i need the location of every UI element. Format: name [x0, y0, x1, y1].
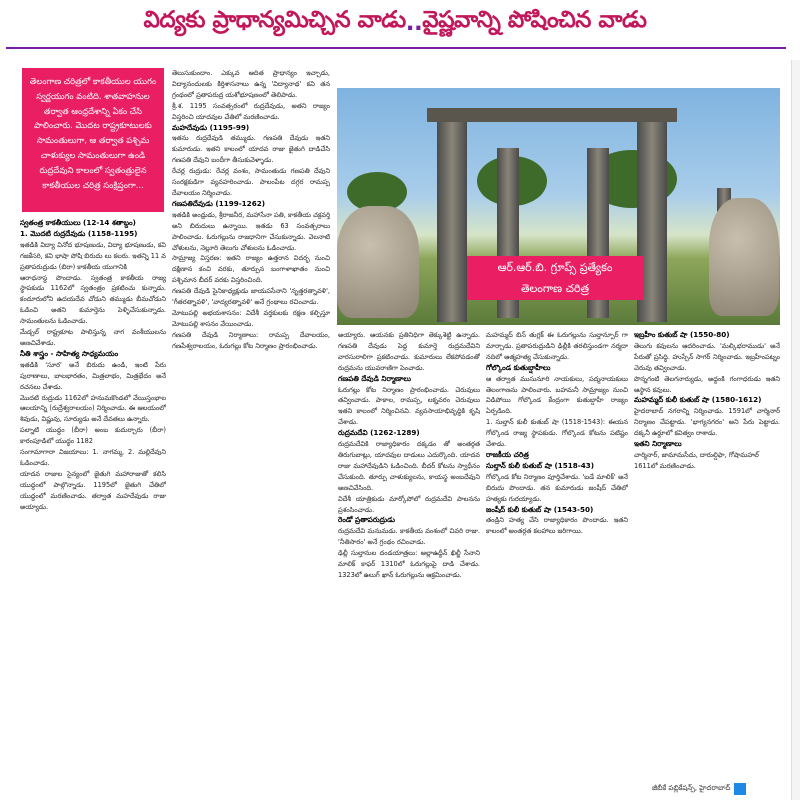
headline-rule	[6, 47, 786, 49]
article-column-3	[338, 330, 480, 796]
elephant-sculpture	[709, 198, 779, 316]
toran-beam	[427, 108, 677, 122]
publisher-credit-text: జీబీకే పబ్లికేషన్స్, హైదరాబాద్	[652, 784, 731, 792]
section-heading: జంషీద్ కులీ కుతుబ్ షా (1543-50)	[486, 504, 594, 514]
section-heading: గోల్కొండ కుతుబ్షాహీలు	[486, 362, 551, 372]
photo-caption	[467, 256, 643, 300]
paragraph: గణపతి దేవుడి నిర్మాణాలు: రామప్ప దేవాలయం, గణపేశ్వరాలయం, ఓరుగల్లు కోట నిర్మాణం ప్రారంభించాడు.	[172, 330, 330, 350]
section-heading: రెండో ప్రతాపరుద్రుడు	[338, 515, 395, 525]
section-heading: గణపతిదేవుడు (1199-1262)	[172, 198, 265, 208]
toran-pillar	[437, 122, 467, 322]
paragraph: సామ్రాజ్య విస్తరణ: ఇతని రాజ్యం ఉత్తరాన విదర్భ నుంచి దక్షిణాన కంచి వరకు, తూర్పున బంగాళాఖాతం నుంచి పశ్చిమాన బీదర్ వరకు విస్తరించింది.	[172, 254, 330, 285]
headline-separator: ..	[405, 10, 423, 36]
paragraph: రుద్రమదేవికి రాజ్యాధికారం దక్కడం తో అంతర్గత తిరుగుబాట్లు, యాదవుల దాడులు ఎదుర్కొంది. యాదవ రాజు మహాదేవుడిని ఓడించింది. బీదర్ కోటను స్వాధీనం చేసుకుంది. తూర్పు చాళుక్యులను, కాయస్థ అంబదేవుని అణచివేసింది.	[338, 440, 480, 492]
paragraph: ఓరుగల్లు కోట నిర్మాణం ప్రారంభించాడు. చెరువులు తవ్వించాడు. పాకాల, రామప్ప, లక్నవరం చెరువులు ఇతని కాలంలో నిర్మించినవి. వ్యవసాయాభివృద్ధికి కృషి చేశాడు.	[338, 385, 480, 427]
intro-box: తెలంగాణ చరిత్రలో కాకతీయుల యుగం స్వర్ణయుగం వంటిది. శాతవాహనుల తర్వాత ఆంధ్రదేశాన్ని ఏకం చేసి పాలించారు. మొదట రాష్ట్రకూటులకు సామంతులుగా, ఆ తర్వాత పశ్చిమ చాళుక్యుల సామంతులుగా ఉండి రుద్రదేవుని కాలంలో స్వతంత్రులైన కాకతీయుల చరిత్ర సంక్షిప్తంగా...	[22, 68, 164, 212]
paragraph: 1. సుల్తాన్ కులీ కుతుబ్ షా (1518-1543): ఈయన గోల్కొండ రాజ్య స్థాపకుడు. గోల్కొండ కోటను పటిష్టం చేశాడు.	[486, 418, 628, 449]
paragraph: రుద్రమదేవి మనుమడు. కాకతీయ వంశంలో చివరి రాజు. 'నీతిసారం' అనే గ్రంథం రచించాడు.	[338, 527, 480, 547]
paragraph: అయ్యారు. ఆయనకు ప్రతినిధిగా తెక్కుశెట్టి ఉన్నాడు. గణపతి దేవుడు పెద్ద కుమార్తె రుద్రమదేవిని వారసురాలిగా ప్రకటించాడు. కుమారులు లేకపోవడంతో రుద్రమను యువరాణిగా పెంచాడు.	[338, 331, 480, 372]
paragraph: చార్మినార్, జామామసీదు, దారుల్షిఫా, గోషామహల్	[634, 450, 759, 459]
caption-line1: ఆర్.ఆర్.బి. గ్రూప్స్ ప్రత్యేకం	[497, 261, 613, 274]
publisher-mark-icon	[734, 783, 746, 795]
section-heading: రాజకీయ చరిత్ర	[486, 449, 529, 459]
caption-line2: తెలంగాణ చరిత్ర	[520, 282, 590, 295]
publisher-credit	[652, 782, 770, 796]
paragraph: తెలుసుకుందాం. ఎక్కువ ఆదిత ప్రాధాన్యం ఇచ్చాడు, విద్యానందులకు కిర్తిశాసనాలు ఉన్న 'విద్యానాథ' కవి తన గ్రంథంలో ప్రతాపరుద్ర యశోభూషణంలో తెలిపాడు.	[172, 69, 330, 99]
paragraph: ఇతడికి అంధ్రుడు, శ్రీరాజనీర, మహాసేనా పతి, కాకతీయ చక్రవర్తి అని బిరుదులు ఉన్నాయి. ఇతడు 63 సంవత్సరాలు పాలించాడు. ఓరుగల్లును రాజధానిగా చేసుకున్నాడు. వెలనాటి చోళులను, నెల్లూరి తెలుగు చోళులను ఓడించాడు.	[172, 210, 330, 252]
section-heading: ఇతని నిర్మాణాలు	[634, 439, 682, 449]
paragraph: పల్నాటి యుద్ధం (బీరా) అంబ కుదుర్చారు (బీరా) కారంపూడిలో యుద్ధం 1182	[20, 426, 166, 446]
paragraph: మొదటి రుద్రుడు 1162లో హనుమకొండలో వేయిస్తంభాల ఆలయాన్ని (రుద్రేశ్వరాలయం) నిర్మించాడు. ఈ ఆలయంలో శివుడు, విష్ణువు, సూర్యుడు అనే దేవతలు ఉన్నారు.	[20, 393, 166, 424]
paragraph: విదేశీ యాత్రికుడు మార్కోపోలో రుద్రమదేవి పాలనను ప్రశంసించాడు.	[338, 494, 480, 514]
paragraph: యాదవ రాజుల సైన్యంలో జైతుగి మహారాజుతో కలిసి యుద్ధంలో పాల్గొన్నాడు. 1195లో జైతుగి చేతిలో యుద్ధంలో మరణించాడు. తర్వాత మహదేవుడు రాజు అయ్యాడు.	[20, 469, 166, 511]
section-heading: సుల్తాన్ కులీ కుతుబ్ షా (1518-43)	[486, 460, 595, 470]
paragraph: ఆ తర్వాత ముసునూరి నాయకులు, పద్మనాయకులు తెలంగాణను పాలించారు. బహమనీ సామ్రాజ్యం నుంచి విడిపోయి గోల్కొండ కేంద్రంగా కుతుబ్షాహీ రాజ్యం ఏర్పడింది.	[486, 374, 628, 416]
paragraph: హైదరాబాద్ నగరాన్ని నిర్మించాడు. 1591లో చార్మినార్ నిర్మాణం చేపట్టాడు. 'భాగ్యనగరం' అని పేరు పెట్టాడు. దక్కనీ ఉర్దూలో కవిత్వం రాశాడు.	[634, 407, 780, 438]
headline-part2: వైష్ణవాన్ని పోషించిన వాడు	[422, 7, 647, 33]
paragraph: ఇతడికి 'సూర' అనే బిరుదు ఉండి, ఇంటి పేరు పురాణాలు, బాలభారతం, మిత్రలాభం, మిత్రభేదం అనే రచనలు చేశాడు.	[20, 360, 166, 391]
article-column-4	[486, 330, 628, 796]
section-heading: నీతి శాస్త్రం - సాహిత్య సాధ్యమయం	[20, 348, 119, 358]
section-heading: గణపతి దేవుడి నిర్మాణాలు	[338, 373, 411, 383]
paragraph: శ్రీ.శ. 1195 సంవత్సరంలో రుద్రదేవుడు, అతని రాజ్యం విస్తరించి యాదవుల చేతిలో మరణించాడు.	[172, 101, 330, 121]
paragraph: 1611లో మరణించాడు.	[634, 461, 696, 470]
headline-part1: విద్యకు ప్రాధాన్యమిచ్చిన వాడు	[143, 7, 406, 33]
section-heading: స్వతంత్ర కాకతీయులు (12-14 శతాబ్దం)	[20, 218, 136, 227]
section-heading: మహదేవుడు (1195-99)	[172, 122, 250, 132]
article-column-2	[172, 68, 330, 796]
article-column-5	[634, 330, 780, 778]
paragraph: రేచర్ల రుద్రుడు: రేచర్ల వంశం, సామంతుడు గణపతి దేవుని సంరక్షకుడిగా వ్యవహరించాడు. పాలంపేట దగ్గర రామప్ప దేవాలయం నిర్మించాడు.	[172, 167, 330, 197]
paragraph: మేడ్చల్ రాష్ట్రకూట పాలిస్తున్న నాగ వంశీయులను అణచివేశాడు.	[20, 328, 166, 347]
paragraph: మహమ్మద్ బిన్ తుగ్లక్ ఈ ఓరుగల్లును సుల్తాన్పూర్ గా మార్చాడు. ప్రతాపరుద్రుడిని ఢిల్లీకి తరలిస్తుండగా నర్మదా నదిలో ఆత్మహత్య చేసుకున్నాడు.	[486, 331, 628, 361]
paragraph: ఇతడికి విద్యా వినోద భూషణుడు, విద్యా భూషణుడు, కవి గజకేసరి, కవి భాషా పోషి బిరుదు లు కలరు. ఇతన్ని 11 వ ప్రతాపరుద్రుడు (బిరా) కాకతీయ యుగానికి	[20, 240, 166, 271]
paragraph: ఆరాధనాస్థ పొందాడు. స్వతంత్ర కాకతీయ రాజ్య స్థాపకుడు 1162లో స్వతంత్రం ప్రకటించు కున్నాడు. కందూరులోని ఉదయదేవ చోడుని తమ్ముడు బీమచోడుని ఓడించి అతని కుమార్తెను పెళ్ళిచేసుకున్నాడు. సామంతులను ఓడించాడు.	[20, 273, 166, 326]
paragraph: తండ్రిని హత్య చేసి రాజ్యాధికారం పొందాడు. ఇతని కాలంలో అంతర్గత కలహాలు జరిగాయి.	[486, 516, 628, 536]
paragraph: సంగామాగారా విజయాలు: 1. నాగమ్మ, 2. మల్లిదేవుని ఓడించాడు.	[20, 448, 166, 467]
section-heading: మహమ్మద్ కులీ కుతుబ్ షా (1580-1612)	[634, 395, 762, 405]
page-edge-strip	[791, 60, 800, 800]
paragraph: తెలుగు కవులను ఆదరించాడు. 'మల్కిభరాముడు' అనే పేరుతో ప్రసిద్ధి. హుస్సేన్ సాగర్ నిర్మించాడు. ఇబ్రహీంపట్నం చెరువు తవ్వించాడు.	[634, 341, 780, 372]
paragraph: మోటుపల్లి అభయశాసనం: విదేశీ వర్తకులకు రక్షణ కల్పిస్తూ మోటుపల్లి శాసనం వేయించాడు.	[172, 308, 330, 328]
paragraph: గోల్కొండ కోట నిర్మాణం పూర్తిచేశాడు. 'బడే మాలిక్' అనే బిరుదు పొందాడు. తన కుమారుడు జంషీద్ చేతిలో హత్యకు గురయ్యాడు.	[486, 472, 628, 503]
section-heading: ఇబ్రహీం కుతుబ్ షా (1550-80)	[634, 330, 730, 339]
section-heading: 1. మొదటి రుద్రదేవుడు (1158-1195)	[20, 228, 138, 238]
article-column-1	[20, 218, 166, 796]
page-headline	[0, 0, 790, 46]
paragraph: ఢిల్లీ సుల్తానుల దండయాత్రలు: అల్లాఉద్దీన్ ఖిల్జీ సేనాని మాలిక్ కాఫర్ 1310లో ఓరుగల్లుపై దాడి చేశాడు. 1323లో ఉలుగ్ ఖాన్ ఓరుగల్లును ఆక్రమించాడు.	[338, 549, 480, 579]
paragraph: పొన్నగంటి తెలగనార్యుడు, అద్దంకి గంగాధరుడు ఇతని ఆస్థాన కవులు.	[634, 374, 780, 394]
paragraph: గణపతి దేవుడి సైనికాధ్యక్షుడు జాయపసేనాని 'నృత్తరత్నావళి', 'గీతరత్నావళి', 'వాద్యరత్నావళి' అనే గ్రంథాలు రచించాడు.	[172, 287, 330, 307]
elephant-sculpture	[337, 206, 419, 318]
paragraph: ఇతను రుద్రదేవుడి తమ్ముడు. గణపతి దేవుడు ఇతని కుమారుడు. ఇతని కాలంలో యాదవ రాజు జైతుగి దాడిచేసి గణపతి దేవుని బందీగా తీసుకువెళ్ళాడు.	[172, 134, 330, 165]
section-heading: రుద్రమదేవి (1262-1289)	[338, 428, 420, 438]
